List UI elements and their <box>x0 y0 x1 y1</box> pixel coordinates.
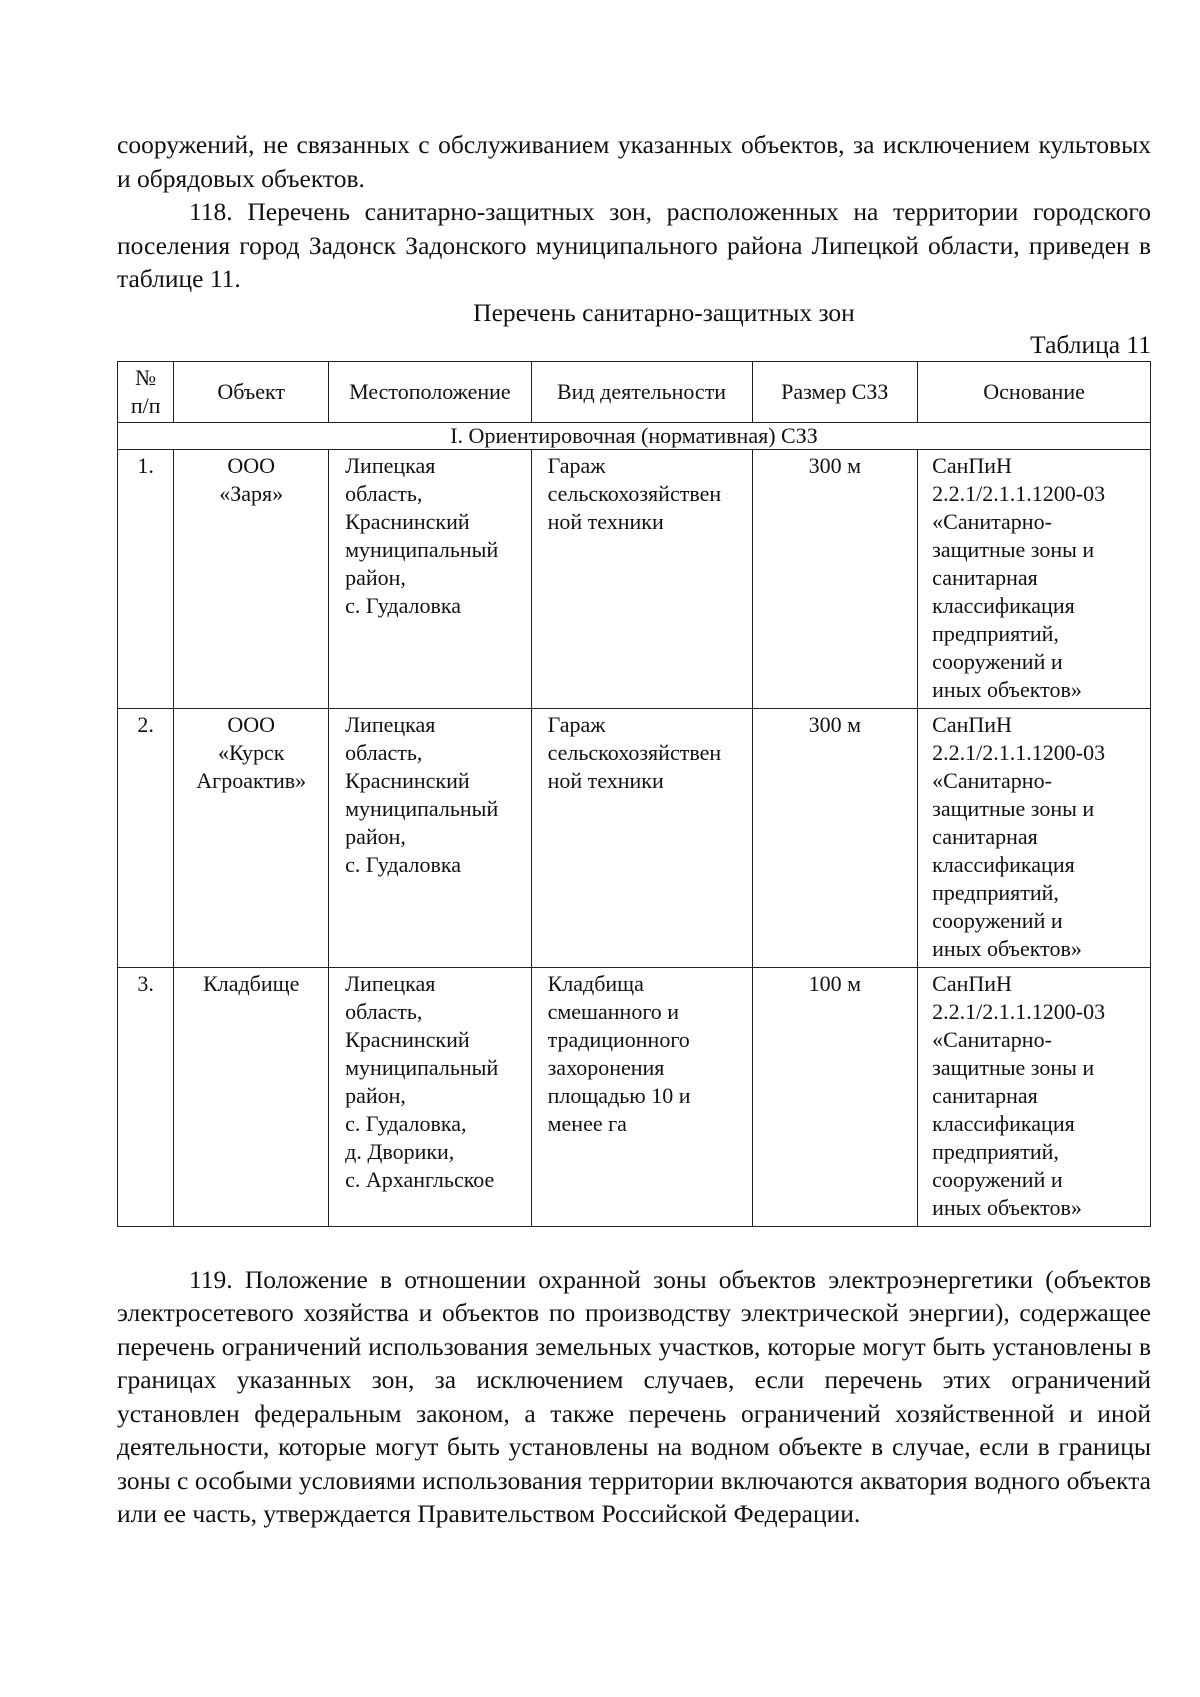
table-title: Перечень санитарно-защитных зон <box>473 297 855 327</box>
header-basis: Основание <box>918 361 1151 422</box>
cell-size: 300 м <box>752 449 918 708</box>
cell-location: Липецкая область, Краснинский муниципальный район, с. Гудаловка <box>329 708 531 967</box>
header-num: № п/п <box>118 361 174 422</box>
cell-location: Липецкая область, Краснинский муниципальный район, с. Гудаловка, д. Дворики, с. Архангльское <box>329 967 531 1226</box>
cell-object: ООО «Курск Агроактив» <box>174 708 329 967</box>
table-header-row <box>118 361 1151 422</box>
header-activity: Вид деятельности <box>531 361 752 422</box>
section-row <box>118 422 1151 449</box>
cell-object: Кладбище <box>174 967 329 1226</box>
table-row <box>118 967 1151 1226</box>
cell-object: ООО «Заря» <box>174 449 329 708</box>
cell-size: 300 м <box>752 708 918 967</box>
table-row <box>118 449 1151 708</box>
sanitary-zones-table <box>117 361 1151 1227</box>
cell-basis: СанПиН 2.2.1/2.1.1.1200-03 «Санитарно- защитные зоны и санитарная классификация предприятий, сооружений и иных объектов» <box>918 708 1151 967</box>
cell-num: 2. <box>118 708 174 967</box>
cell-location: Липецкая область, Краснинский муниципальный район, с. Гудаловка <box>329 449 531 708</box>
cell-num: 1. <box>118 449 174 708</box>
cell-activity: Гараж сельскохозяйствен ной техники <box>531 449 752 708</box>
table-row <box>118 708 1151 967</box>
cell-basis: СанПиН 2.2.1/2.1.1.1200-03 «Санитарно- защитные зоны и санитарная классификация предприятий, сооружений и иных объектов» <box>918 449 1151 708</box>
header-object: Объект <box>174 361 329 422</box>
cell-num: 3. <box>118 967 174 1226</box>
cell-size: 100 м <box>752 967 918 1226</box>
cell-basis: СанПиН 2.2.1/2.1.1.1200-03 «Санитарно- защитные зоны и санитарная классификация предприятий, сооружений и иных объектов» <box>918 967 1151 1226</box>
table-number: Таблица 11 <box>1030 329 1151 359</box>
paragraph-118: 118. Перечень санитарно-защитных зон, расположенных на территории городского поселения город Задонск Задонского муниципального района Липецкой области, приведен в таблице 11. <box>117 197 1151 293</box>
document-page <box>117 128 1151 1531</box>
cell-activity: Гараж сельскохозяйствен ной техники <box>531 708 752 967</box>
header-location: Местоположение <box>329 361 531 422</box>
section-title: I. Ориентировочная (нормативная) СЗЗ <box>118 422 1151 449</box>
header-size: Размер СЗЗ <box>752 361 918 422</box>
cell-activity: Кладбища смешанного и традиционного захоронения площадью 10 и менее га <box>531 967 752 1226</box>
paragraph-119: 119. Положение в отношении охранной зоны объектов электроэнергетики (объектов электросетевого хозяйства и объектов по производству электрической энергии), содержащее перечень ограничений использования земельных участков, которые могут быть установлены в границах указанных зон, за исключением случаев, если перечень этих ограничений установлен федеральным законом, а также перечень ограничений хозяйственной и иной деятельности, которые могут быть установлены на водном объекте в случае, если в границы зоны с особыми условиями использования территории включаются акватория водного объекта или ее часть, утверждается Правительством Российской Федерации. <box>117 1264 1151 1528</box>
intro-continuation: сооружений, не связанных с обслуживанием указанных объектов, за исключением культовых и обрядовых объектов. <box>117 130 1151 193</box>
